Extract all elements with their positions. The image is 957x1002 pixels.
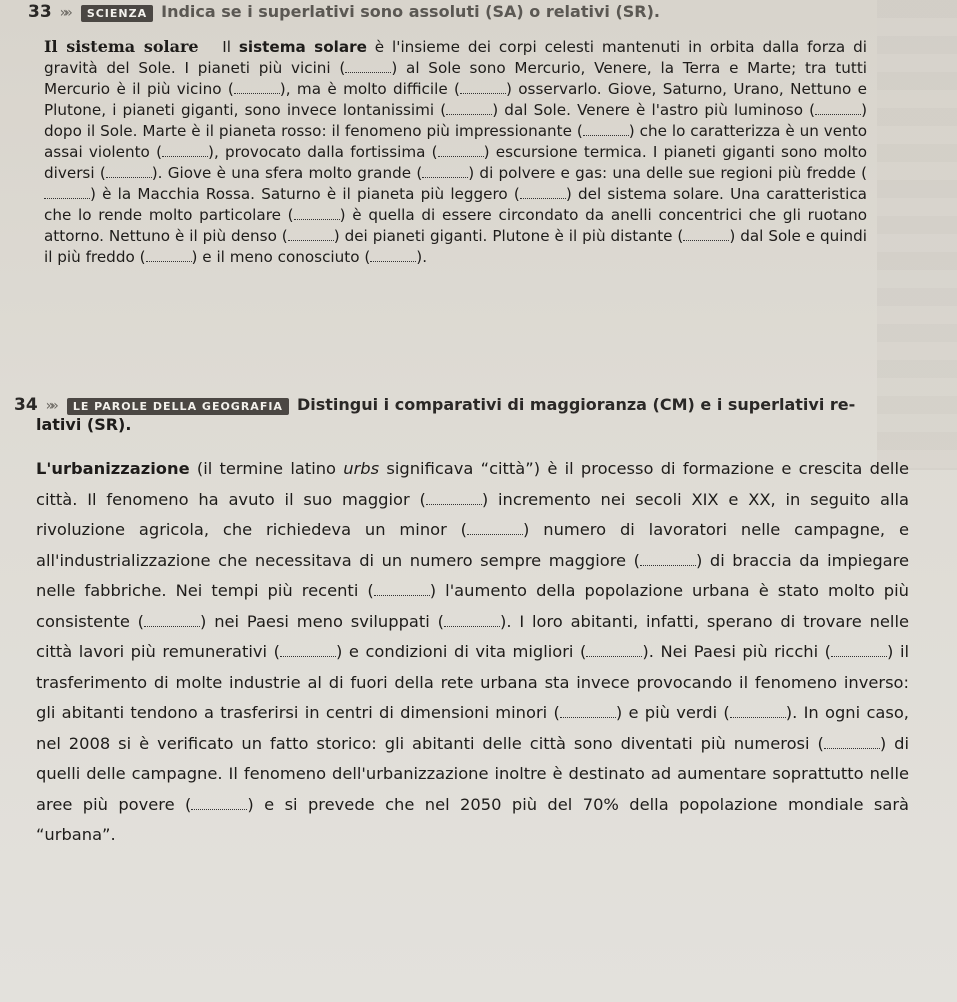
exercise-instruction: Indica se i superlativi sono assoluti (SA) o relativi (SR). [161,2,660,21]
difficulty-arrows-icon: »» [45,398,55,414]
paragraph-title: Il sistema solare [44,37,199,56]
exercise-number: 33 [28,2,52,22]
answer-blank[interactable] [586,642,642,657]
answer-blank[interactable] [422,165,468,178]
answer-blank[interactable] [460,81,506,94]
subject-badge: SCIENZA [81,5,153,22]
answer-blank[interactable] [288,228,334,241]
answer-blank[interactable] [234,81,280,94]
answer-blank[interactable] [446,102,492,115]
exercise-34 [0,395,957,851]
answer-blank[interactable] [162,144,208,157]
answer-blank[interactable] [683,228,729,241]
answer-blank[interactable] [280,642,336,657]
exercise-text: Il sistema solare Il sistema solare è l'insieme dei corpi celesti mantenuti in orbita dalla forza di gravità del Sole. I pianeti più vicini ( ) al Sole sono Mercurio, Venere, la Terra e Marte; tra tutti Mercurio è il più vicino ( ), ma è molto difficile ( ) osservarlo. Giove, Saturno, Urano, Nettuno e Plutone, i pianeti giganti, sono invece lontanissimi ( ) dal Sole. Venere è l'astro più luminoso ( ) dopo il Sole. Marte è il pianeta rosso: il fenomeno più impressionante ( ) che lo caratterizza è un vento assai violento ( ), provocato dalla fortissima ( ) escursione termica. I pianeti giganti sono molto diversi ( ). Giove è una sfera molto grande ( ) di polvere e gas: una delle sue regioni più fredde () è la Macchia Rossa. Saturno è il pianeta più leggero ( ) del sistema solare. Una caratteristica che lo rende molto particolare ( ) è quella di essere circondato da anelli concentrici che gli ruotano attorno. Nettuno è il più denso ( ) dei pianeti giganti. Plutone è il più distante ( ) dal Sole e quindi il più freddo ( ) e il meno conosciuto ( ). [44,37,868,266]
answer-blank[interactable] [640,551,696,566]
answer-blank[interactable] [438,144,484,157]
answer-blank[interactable] [345,60,391,73]
answer-blank[interactable] [374,581,430,596]
exercise-instruction: Distingui i comparativi di maggioranza (CM) e i superlativi re- [296,395,856,414]
answer-blank[interactable] [520,186,566,199]
exercise-header [14,395,917,415]
exercise-number: 34 [14,395,38,415]
answer-blank[interactable] [294,207,340,220]
difficulty-arrows-icon: »» [59,5,69,21]
answer-blank[interactable] [824,734,880,749]
exercise-text: L'urbanizzazione (il termine latino urbs significava “città”) è il processo di formazione e crescita delle città. Il fenomeno ha avuto il suo maggior ( ) incremento nei secoli XIX e XX, in seguito alla rivoluzione agricola, che richiedeva un minor ( ) numero di lavoratori nelle campagne, e all'industrializzazione che necessitava di un numero sempre maggiore ( ) di braccia da impiegare nelle fabbriche. Nei tempi più recenti ( ) l'aumento della popolazione urbana è stato molto più consistente ( ) nei Paesi meno sviluppati ( ). I loro abitanti, infatti, sperano di trovare nelle città lavori più remunerativi ( ) e condizioni di vita migliori ( ). Nei Paesi più ricchi ( ) il trasferimento di molte industrie al di fuori della rete urbana sta invece provocando il fenomeno inverso: gli abitanti tendono a trasferirsi in centri di dimensioni minori ( ) e più verdi ( ). In ogni caso, nel 2008 si è verificato un fatto storico: gli abitanti delle città sono diventati più numerosi ( ) di quelli delle campagne. Il fenomeno dell'urbanizzazione inoltre è destinato ad aumentare soprattutto nelle aree più povere ( ) e si prevede che nel 2050 più del 70% della popolazione mondiale sarà “urbana”. [36,459,910,844]
answer-blank[interactable] [144,612,200,627]
answer-blank[interactable] [191,795,247,810]
answer-blank[interactable] [583,123,629,136]
answer-blank[interactable] [730,703,786,718]
answer-blank[interactable] [44,186,90,199]
subject-badge: LE PAROLE DELLA GEOGRAFIA [67,398,289,415]
exercise-33 [0,0,957,268]
answer-blank[interactable] [426,490,482,505]
answer-blank[interactable] [370,249,416,262]
answer-blank[interactable] [831,642,887,657]
exercise-header [28,2,867,22]
answer-blank[interactable] [106,165,152,178]
answer-blank[interactable] [146,249,192,262]
answer-blank[interactable] [560,703,616,718]
answer-blank[interactable] [444,612,500,627]
exercise-instruction-continued: lativi (SR). [36,415,132,434]
answer-blank[interactable] [467,520,523,535]
answer-blank[interactable] [815,102,861,115]
